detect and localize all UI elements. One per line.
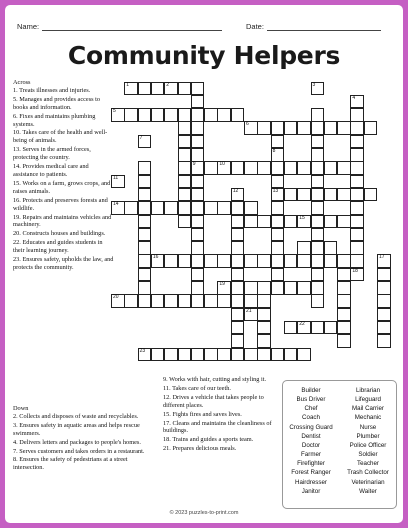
grid-cell[interactable]	[191, 82, 205, 96]
clue-number: 18	[352, 267, 358, 274]
grid-cell[interactable]	[284, 254, 298, 268]
grid-cell[interactable]	[311, 188, 325, 202]
grid-cell[interactable]	[204, 348, 218, 362]
grid-cell[interactable]	[350, 161, 364, 175]
clue: 12. Drives a vehicle that takes people to different places.	[163, 393, 264, 409]
grid-cell[interactable]	[311, 161, 325, 175]
grid-cell[interactable]	[204, 294, 218, 308]
grid-cell[interactable]	[231, 281, 245, 295]
clue-number: 22	[299, 320, 305, 327]
grid-cell[interactable]	[244, 308, 258, 322]
word-bank-item: Builder	[301, 387, 321, 394]
grid-cell[interactable]	[377, 321, 391, 335]
grid-cell[interactable]	[151, 82, 165, 96]
word-bank-item: Mail Carrier	[352, 405, 384, 413]
grid-cell[interactable]	[178, 175, 192, 189]
clue-number: 13	[272, 187, 279, 194]
grid-cell[interactable]	[337, 268, 351, 282]
clue-number: 15	[299, 214, 305, 221]
grid-cell[interactable]	[350, 215, 364, 229]
word-bank-item: Hairdresser	[295, 478, 327, 486]
grid-cell[interactable]	[178, 188, 192, 202]
grid-cell[interactable]	[271, 241, 285, 255]
grid-cell[interactable]	[337, 161, 351, 175]
grid-cell[interactable]	[324, 254, 338, 268]
clue-number: 10	[219, 161, 225, 168]
grid-cell[interactable]	[191, 95, 205, 109]
clue-number: 5	[113, 108, 116, 115]
grid-cell[interactable]	[231, 241, 245, 255]
grid-cell[interactable]	[271, 201, 285, 215]
grid-cell[interactable]	[204, 254, 218, 268]
grid-cell[interactable]	[271, 188, 285, 202]
grid-cell[interactable]	[337, 121, 351, 135]
grid-cell[interactable]	[138, 175, 152, 189]
grid-cell[interactable]	[297, 254, 311, 268]
grid-cell[interactable]	[138, 241, 152, 255]
clue: 19. Repairs and maintains vehicles and machinery.	[13, 213, 112, 229]
grid-cell[interactable]	[191, 161, 205, 175]
grid-cell[interactable]	[324, 321, 338, 335]
grid-cell[interactable]	[204, 161, 218, 175]
clue-number: 4	[352, 94, 356, 101]
word-bank-item: Nurse	[359, 423, 377, 431]
clue: 20. Constructs houses and buildings.	[13, 230, 106, 238]
grid-cell[interactable]	[244, 161, 258, 175]
grid-cell[interactable]	[138, 348, 152, 362]
grid-cell[interactable]	[151, 201, 165, 215]
grid-cell[interactable]	[297, 215, 311, 229]
grid-cell[interactable]	[217, 294, 231, 308]
word-bank-item: Soldier	[358, 451, 378, 459]
grid-cell[interactable]	[311, 281, 325, 295]
grid-cell[interactable]	[257, 348, 271, 362]
grid-cell[interactable]	[337, 294, 351, 308]
word-bank-item: Mechanic	[354, 414, 382, 422]
grid-cell[interactable]	[138, 161, 152, 175]
grid-cell[interactable]	[191, 268, 205, 282]
grid-cell[interactable]	[297, 321, 311, 335]
clue: 15. Works on a farm, grows crops, and raises animals.	[13, 179, 111, 195]
word-bank-item: Janitor	[301, 487, 321, 495]
grid-cell[interactable]	[124, 201, 138, 215]
grid-cell[interactable]	[297, 188, 311, 202]
clue: 7. Serves customers and takes orders in a restaurant.	[13, 447, 145, 455]
grid-cell[interactable]	[337, 308, 351, 322]
clue: 18. Trains and guides a sports team.	[163, 436, 254, 444]
grid-cell[interactable]	[311, 321, 325, 335]
grid-cell[interactable]	[231, 254, 245, 268]
clue: 17. Cleans and maintains the cleanliness of buildings.	[163, 419, 272, 435]
word-bank-right-column	[340, 386, 396, 496]
grid-cell[interactable]	[297, 161, 311, 175]
grid-cell[interactable]	[257, 281, 271, 295]
grid-cell[interactable]	[124, 294, 138, 308]
clue-number: 6	[246, 121, 249, 128]
date-label: Date:	[246, 22, 264, 31]
grid-cell[interactable]	[231, 294, 245, 308]
grid-cell[interactable]	[324, 161, 338, 175]
grid-cell[interactable]	[350, 135, 364, 149]
grid-cell[interactable]	[311, 215, 325, 229]
grid-cell[interactable]	[191, 348, 205, 362]
grid-cell[interactable]	[284, 188, 298, 202]
grid-cell[interactable]	[311, 148, 325, 162]
grid-cell[interactable]	[271, 228, 285, 242]
grid-cell[interactable]	[311, 108, 325, 122]
grid-cell[interactable]	[364, 188, 378, 202]
word-bank	[282, 380, 397, 509]
grid-cell[interactable]	[217, 201, 231, 215]
grid-cell[interactable]	[324, 241, 338, 255]
clue-number: 17	[379, 254, 385, 261]
page-title: Community Helpers	[67, 41, 341, 70]
grid-cell[interactable]	[244, 121, 258, 135]
word-bank-item: Crossing Guard	[289, 423, 333, 431]
grid-cell[interactable]	[178, 135, 192, 149]
clue: 4. Delivers letters and packages to people's homes.	[13, 438, 141, 446]
grid-cell[interactable]	[257, 161, 271, 175]
grid-cell[interactable]	[244, 215, 258, 229]
clue-number: 2	[166, 81, 169, 88]
grid-cell[interactable]	[311, 82, 325, 96]
grid-cell[interactable]	[178, 201, 192, 215]
grid-cell[interactable]	[257, 121, 271, 135]
grid-cell[interactable]	[231, 108, 245, 122]
grid-cell[interactable]	[337, 281, 351, 295]
grid-cell[interactable]	[191, 175, 205, 189]
grid-cell[interactable]	[271, 161, 285, 175]
word-bank-item: Waiter	[359, 487, 377, 495]
grid-cell[interactable]	[138, 254, 152, 268]
grid-cell[interactable]	[151, 294, 165, 308]
clue: 5. Manages and provides access to books and information.	[13, 95, 101, 111]
grid-cell[interactable]	[257, 308, 271, 322]
grid-cell[interactable]	[178, 108, 192, 122]
clue-number: 7	[139, 134, 143, 141]
grid-cell[interactable]	[191, 241, 205, 255]
clue-number: 12	[232, 187, 239, 194]
grid-cell[interactable]	[311, 121, 325, 135]
grid-cell[interactable]	[284, 121, 298, 135]
grid-cell[interactable]	[284, 215, 298, 229]
grid-cell[interactable]	[284, 281, 298, 295]
grid-cell[interactable]	[377, 308, 391, 322]
grid-cell[interactable]	[377, 254, 391, 268]
grid-cell[interactable]	[271, 215, 285, 229]
word-bank-item: Bus Driver	[296, 396, 326, 404]
grid-cell[interactable]	[164, 294, 178, 308]
grid-cell[interactable]	[124, 82, 138, 96]
grid-cell[interactable]	[244, 281, 258, 295]
grid-cell[interactable]	[164, 108, 178, 122]
word-bank-item: Teacher	[356, 460, 379, 468]
grid-cell[interactable]	[350, 121, 364, 135]
grid-cell[interactable]	[138, 201, 152, 215]
worksheet	[5, 5, 403, 523]
grid-cell[interactable]	[377, 281, 391, 295]
clue: 1. Treats illnesses and injuries.	[13, 86, 91, 94]
grid-cell[interactable]	[178, 121, 192, 135]
across-heading: Across	[13, 79, 31, 86]
grid-cell[interactable]	[244, 294, 258, 308]
grid-cell[interactable]	[271, 121, 285, 135]
grid-cell[interactable]	[204, 108, 218, 122]
clue: 13. Serves in the armed forces, protecting the country.	[13, 146, 91, 162]
word-bank-item: Trash Collector	[347, 469, 389, 477]
grid-cell[interactable]	[271, 148, 285, 162]
grid-cell[interactable]	[191, 148, 205, 162]
grid-cell[interactable]	[284, 161, 298, 175]
grid-cell[interactable]	[178, 348, 192, 362]
grid-cell[interactable]	[191, 254, 205, 268]
clue-number: 3	[312, 81, 316, 88]
grid-cell[interactable]	[164, 254, 178, 268]
grid-cell[interactable]	[350, 254, 364, 268]
clue-number: 19	[219, 281, 225, 287]
clue: 8. Ensures the safety of pedestrians at a street intersection.	[13, 456, 128, 472]
clue-number: 16	[152, 254, 159, 261]
word-bank-item: Plumber	[356, 432, 380, 440]
grid-cell[interactable]	[271, 268, 285, 282]
copyright-footer: © 2023 puzzles-to-print.com	[169, 510, 239, 516]
grid-cell[interactable]	[178, 254, 192, 268]
word-bank-item: Lifeguard	[355, 396, 381, 404]
grid-cell[interactable]	[151, 254, 165, 268]
grid-cell[interactable]	[178, 215, 192, 229]
grid-cell[interactable]	[350, 268, 364, 282]
grid-cell[interactable]	[191, 188, 205, 202]
grid-cell[interactable]	[257, 321, 271, 335]
word-bank-item: Librarian	[355, 387, 381, 394]
word-bank-item: Farmer	[301, 451, 321, 459]
grid-cell[interactable]	[271, 254, 285, 268]
grid-cell[interactable]	[271, 175, 285, 189]
grid-cell[interactable]	[350, 201, 364, 215]
clue-number: 9	[192, 161, 196, 168]
grid-cell[interactable]	[217, 108, 231, 122]
grid-cell[interactable]	[350, 188, 364, 202]
word-bank-item: Forest Ranger	[291, 469, 331, 477]
grid-cell[interactable]	[231, 215, 245, 229]
grid-cell[interactable]	[297, 348, 311, 362]
grid-cell[interactable]	[191, 215, 205, 229]
word-bank-item: Veterinarian	[351, 478, 385, 486]
clue: 14. Provides medical care and assistance to patients.	[13, 163, 89, 178]
grid-cell[interactable]	[311, 268, 325, 282]
grid-cell[interactable]	[297, 121, 311, 135]
grid-cell[interactable]	[271, 135, 285, 149]
clue-number: 8	[272, 148, 276, 154]
grid-cell[interactable]	[324, 121, 338, 135]
grid-cell[interactable]	[311, 241, 325, 255]
clue-number: 20	[113, 294, 119, 301]
grid-cell[interactable]	[244, 254, 258, 268]
clue: 23. Ensures safety, upholds the law, and protects the community.	[13, 256, 114, 271]
grid-cell[interactable]	[217, 254, 231, 268]
clue: 2. Collects and disposes of waste and recyclables.	[13, 412, 139, 420]
grid-cell[interactable]	[350, 95, 364, 109]
grid-cell[interactable]	[231, 308, 245, 322]
grid-cell[interactable]	[350, 148, 364, 162]
grid-cell[interactable]	[350, 228, 364, 242]
grid-cell[interactable]	[178, 148, 192, 162]
grid-cell[interactable]	[257, 334, 271, 348]
grid-cell[interactable]	[231, 321, 245, 335]
grid-cell[interactable]	[111, 294, 125, 308]
word-bank-left-column	[283, 386, 339, 496]
grid-cell[interactable]	[337, 321, 351, 335]
grid-cell[interactable]	[231, 348, 245, 362]
grid-cell[interactable]	[231, 268, 245, 282]
clue: 15. Fights fires and saves lives.	[163, 410, 242, 418]
grid-cell[interactable]	[324, 188, 338, 202]
grid-cell[interactable]	[377, 294, 391, 308]
grid-cell[interactable]	[337, 215, 351, 229]
grid-cell[interactable]	[350, 241, 364, 255]
grid-cell[interactable]	[138, 268, 152, 282]
grid-cell[interactable]	[217, 161, 231, 175]
down-clues-continued	[163, 376, 275, 454]
grid-cell[interactable]	[257, 254, 271, 268]
word-bank-item: Firefighter	[297, 460, 325, 468]
clue: 11. Takes care of our teeth.	[163, 384, 231, 392]
grid-cell[interactable]	[138, 188, 152, 202]
clue: 10. Takes care of the health and well-being of animals.	[13, 129, 108, 145]
grid-cell[interactable]	[178, 82, 192, 96]
clue: 9. Works with hair, cutting and styling it.	[163, 376, 267, 383]
grid-cell[interactable]	[138, 228, 152, 242]
down-heading: Down	[13, 405, 29, 412]
across-clues	[13, 79, 115, 273]
grid-cell[interactable]	[164, 82, 178, 96]
clue-number: 23	[139, 347, 146, 354]
grid-cell[interactable]	[231, 201, 245, 215]
grid-cell[interactable]	[284, 348, 298, 362]
grid-cell[interactable]	[377, 268, 391, 282]
grid-cell[interactable]	[191, 108, 205, 122]
word-bank-item: Chef	[304, 405, 318, 413]
grid-cell[interactable]	[257, 294, 271, 308]
grid-cell[interactable]	[178, 294, 192, 308]
grid-cell[interactable]	[151, 348, 165, 362]
grid-cell[interactable]	[138, 215, 152, 229]
grid-cell[interactable]	[257, 215, 271, 229]
grid-cell[interactable]	[337, 254, 351, 268]
word-bank-item: Dentist	[301, 432, 321, 440]
clue: 21. Prepares delicious meals.	[163, 445, 237, 453]
clue: 16. Protects and preserves forests and wildlife.	[13, 196, 108, 212]
grid-cell[interactable]	[284, 321, 298, 335]
grid-cell[interactable]	[297, 241, 311, 255]
grid-cell[interactable]	[337, 334, 351, 348]
grid-cell[interactable]	[191, 228, 205, 242]
down-clues	[13, 405, 153, 473]
grid-cell[interactable]	[217, 348, 231, 362]
grid-cell[interactable]	[297, 281, 311, 295]
word-bank-item: Police Officer	[349, 441, 387, 449]
clue: 3. Ensures safety in aquatic areas and helps rescue swimmers.	[13, 421, 140, 437]
grid-cell[interactable]	[138, 281, 152, 295]
grid-cell[interactable]	[324, 215, 338, 229]
word-bank-item: Doctor	[301, 441, 321, 449]
grid-cell[interactable]	[204, 201, 218, 215]
grid-cell[interactable]	[231, 188, 245, 202]
grid-cell[interactable]	[138, 135, 152, 149]
grid-cell[interactable]	[191, 135, 205, 149]
grid-cell[interactable]	[271, 348, 285, 362]
grid-cell[interactable]	[311, 201, 325, 215]
grid-cell[interactable]	[191, 121, 205, 135]
grid-cell[interactable]	[364, 121, 378, 135]
grid-cell[interactable]	[350, 108, 364, 122]
grid-cell[interactable]	[178, 161, 192, 175]
grid-cell[interactable]	[311, 294, 325, 308]
clue-number: 1	[126, 81, 130, 88]
grid-cell[interactable]	[311, 135, 325, 149]
grid-cell[interactable]	[271, 281, 285, 295]
clue-number: 21	[246, 307, 252, 314]
word-bank-item: Coach	[302, 414, 320, 422]
grid-cell[interactable]	[138, 108, 152, 122]
name-label: Name:	[17, 22, 40, 31]
grid-cell[interactable]	[231, 161, 245, 175]
grid-cell[interactable]	[138, 294, 152, 308]
grid-cell[interactable]	[151, 108, 165, 122]
grid-cell[interactable]	[244, 201, 258, 215]
grid-cell[interactable]	[231, 228, 245, 242]
grid-cell[interactable]	[244, 348, 258, 362]
grid-cell[interactable]	[311, 175, 325, 189]
grid-cell[interactable]	[217, 281, 231, 295]
clue-number: 14	[113, 201, 119, 208]
grid-cell[interactable]	[138, 82, 152, 96]
grid-cell[interactable]	[377, 334, 391, 348]
grid-cell[interactable]	[191, 201, 205, 215]
grid-cell[interactable]	[231, 334, 245, 348]
grid-cell[interactable]	[124, 108, 138, 122]
grid-cell[interactable]	[337, 188, 351, 202]
grid-cell[interactable]	[350, 175, 364, 189]
grid-cell[interactable]	[311, 254, 325, 268]
clue: 6. Fixes and maintains plumbing systems.	[13, 112, 96, 128]
clue-number: 11	[113, 174, 119, 181]
grid-cell[interactable]	[191, 281, 205, 295]
grid-cell[interactable]	[311, 228, 325, 242]
grid-cell[interactable]	[191, 294, 205, 308]
clue: 22. Educates and guides students in their learning journey.	[13, 239, 103, 255]
grid-cell[interactable]	[164, 348, 178, 362]
grid-cell[interactable]	[164, 201, 178, 215]
